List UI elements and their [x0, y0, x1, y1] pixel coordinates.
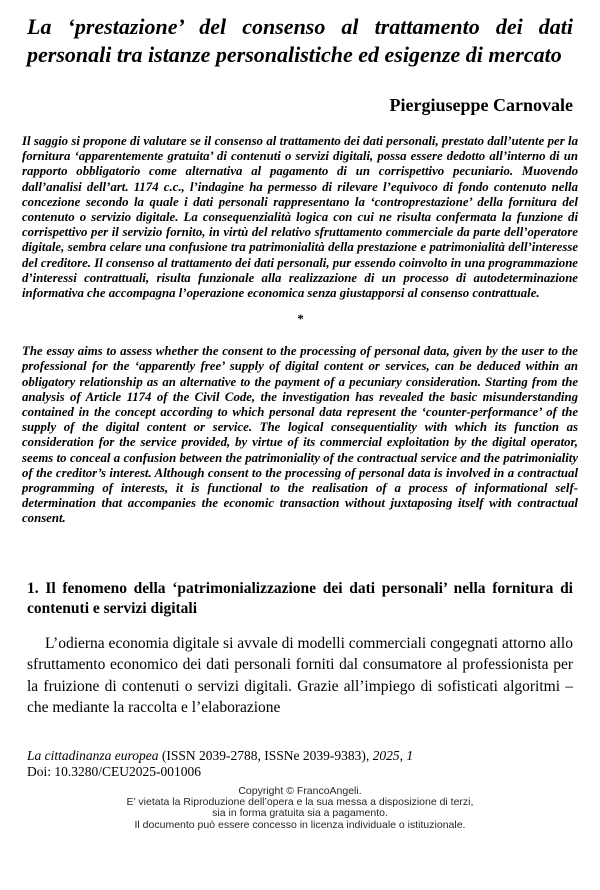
copyright-block: [27, 786, 573, 832]
section-heading: 1. Il fenomeno della ‘patrimonializzazione dei dati personali’ nella fornitura di contenuti e servizi digitali: [27, 579, 573, 618]
journal-name: La cittadinanza europea: [27, 747, 159, 763]
abstract-separator-asterisk: *: [296, 311, 304, 327]
copyright-line: sia in forma gratuita sia a pagamento.: [212, 807, 388, 820]
doi-line: Doi: 10.3280/CEU2025-001006: [27, 764, 201, 780]
body-paragraph: L’odierna economia digitale si avvale di modelli commerciali congegnati attorno allo sfruttamento economico dei dati personali forniti dal consumatore al professionista per la fruizione di contenuti o servizi digitali. Grazie all’impiego di sofisticati algoritmi – che mediante la raccolta e l’elaborazione: [27, 634, 573, 717]
article-title: La ‘prestazione’ del consenso al trattamento dei dati personali tra istanze personalistiche ed esigenze di mercato: [27, 14, 573, 67]
copyright-line: Il documento può essere concesso in licenza individuale o istituzionale.: [134, 818, 466, 831]
copyright-line: Copyright © FrancoAngeli.: [238, 784, 362, 797]
abstract-italian: Il saggio si propone di valutare se il consenso al trattamento dei dati personali, prestato dall’utente per la fornitura ‘apparentemente gratuita’ di contenuti o servizi digitali, possa essere dedotto all’interno di un rapporto obbligatorio come alternativa al pagamento di un corrispettivo pecuniario. Muovendo dall’analisi dell’art. 1174 c.c., l’indagine ha permesso di rilevare l’equivoco di fondo contenuto nella concezione secondo la quale i dati personali rappresentano la ‘controprestazione’ della fornitura del contenuto o servizio digitale. La consequenzialità logica con cui ne risulta confermata la funzione di corrispettivo per il servizio fornito, in virtù del relativo sfruttamento commerciale da parte dell’operatore digitale, sembra celare una confusione tra patrimonialità della prestazione e patrimonialità dell’interesse del creditore. Il consenso al trattamento dei dati personali, pur essendo coinvolto in una programmazione d’interessi contrattuali, risulta funzionale alla realizzazione di un processo di autodeterminazione informativa che accompagna l’operazione economica senza giustapporsi al consenso contrattuale.: [22, 134, 578, 301]
author-name: Piergiuseppe Carnovale: [389, 95, 573, 115]
journal-issn: (ISSN 2039-2788, ISSNe 2039-9383),: [158, 747, 373, 763]
journal-footer: [27, 748, 573, 781]
journal-citation-line: [27, 748, 573, 765]
journal-issue: 2025, 1: [372, 747, 414, 763]
copyright-line: E’ vietata la Riproduzione dell’opera e la sua messa a disposizione di terzi,: [126, 796, 474, 809]
abstract-english: The essay aims to assess whether the consent to the processing of personal data, given by the user to the professional for the ‘apparently free’ supply of digital content or services, can be deduced within an obligatory relationship as an alternative to the payment of a pecuniary consideration. Starting from the analysis of Article 1174 of the Civil Code, the investigation has revealed the basic misunderstanding contained in the concept according to which personal data represent the ‘counter-performance’ of the supply of the digital content or service. The logical consequentiality with which its function as consideration for the service provided, by virtue of its commercial exploitation by the digital operator, seems to conceal a confusion between the patrimoniality of the contractual service and the patrimoniality of the creditor’s interest. Although consent to the processing of personal data is involved in a contractual programming of interests, it is functional to the realisation of a process of informational self-determination that accompanies the economic transaction without juxtaposing itself with contractual consent.: [22, 344, 578, 526]
